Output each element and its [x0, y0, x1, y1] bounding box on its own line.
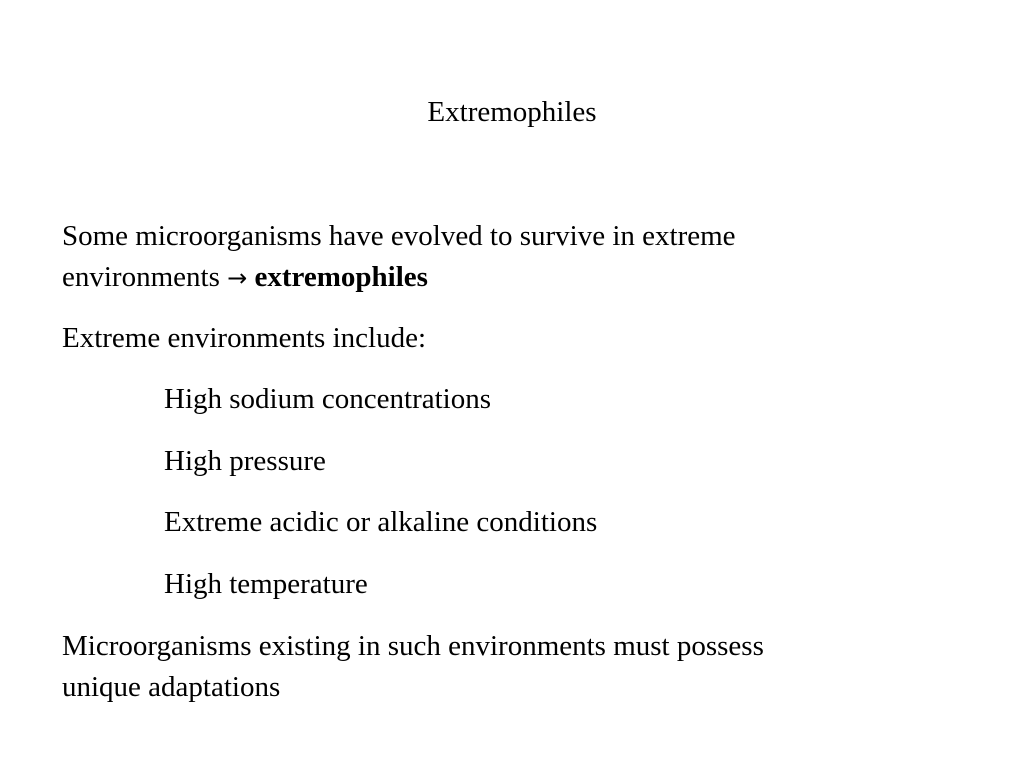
intro-paragraph [62, 216, 962, 299]
conclusion-line-2: unique adaptations [62, 671, 281, 703]
environments-heading: Extreme environments include: [62, 322, 427, 354]
list-item: High temperature [164, 567, 368, 600]
intro-line-2 [62, 257, 962, 299]
conclusion-line-1: Microorganisms existing in such environments must possess [62, 630, 764, 662]
extremophiles-term: extremophiles [254, 261, 428, 293]
intro-environments-text: environments [62, 261, 220, 293]
arrow-icon: → [227, 264, 248, 292]
intro-line-1: Some microorganisms have evolved to survive in extreme [62, 220, 736, 252]
list-item: High pressure [164, 444, 326, 477]
conclusion-paragraph [62, 626, 962, 708]
list-item: Extreme acidic or alkaline conditions [164, 506, 598, 538]
slide-title: Extremophiles [427, 96, 597, 128]
list-item: High sodium concentrations [164, 383, 492, 415]
environments-list [164, 379, 597, 625]
